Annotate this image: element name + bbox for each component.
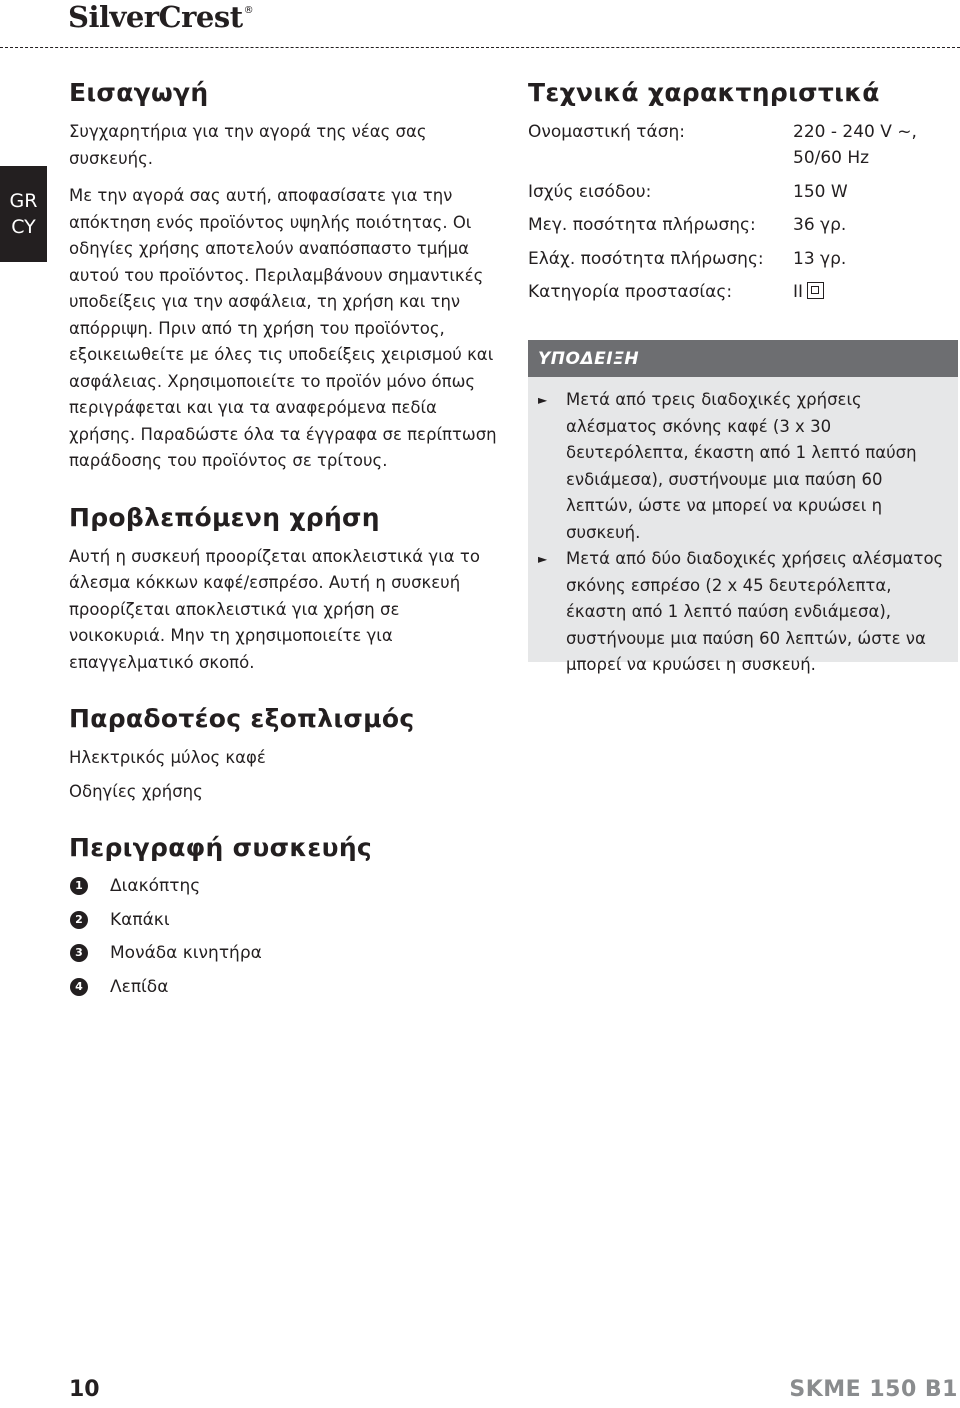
note-text: Μετά από τρεις διαδοχικές χρήσεις αλέσματος σκόνης καφέ (3 x 30 δευτερόλεπτα, έκαστη από 1 λεπτό παύση ενδιάμεσα), συστήνουμε μια παύση 60 λεπτών, ώστε να μπορεί να κρυώσει η συσκευή. [566,390,917,542]
spec-label: Ισχύς εισόδου: [528,181,652,202]
specs-table [528,119,958,313]
spec-row [528,179,958,213]
spec-value: 36 γρ. [793,215,847,235]
spec-value: 150 W [793,181,848,202]
spec-row [528,246,958,280]
language-tab [0,166,47,262]
part-label: Μονάδα κινητήρα [110,943,262,963]
spec-value-line-2: 50/60 Hz [793,148,870,168]
spec-value [793,119,958,179]
note-item [538,546,944,679]
intro-section [69,76,499,475]
intended-use-text: Αυτή η συσκευή προορίζεται αποκλειστικά για το άλεσμα κόκκων καφέ/εσπρέσο. Αυτή η συσκευή προορίζεται αποκλειστικά για χρήση σε νοικοκυριά. Μην τη χρησιμοποιείτε για επαγγελματικό σκοπό. [69,546,480,672]
part-number-badge: 4 [70,978,88,996]
part-label: Διακόπτης [110,876,201,896]
triangle-arrow-icon: ► [538,552,548,566]
package-contents-title: Παραδοτέος εξοπλισμός [69,704,415,733]
brand-name: SilverCrest [68,0,243,34]
note-item [538,387,944,546]
spec-value: 13 γρ. [793,248,847,269]
protection-class-value: II [793,282,804,302]
device-description-title: Περιγραφή συσκευής [69,833,373,862]
package-contents-section [69,702,499,805]
double-square-icon [807,282,824,299]
part-label: Λεπίδα [110,976,169,997]
intro-title: Εισαγωγή [69,78,209,107]
left-column [69,76,499,1025]
device-part-item [69,908,499,932]
brand-logo [68,0,253,34]
part-number-badge: 3 [70,944,88,962]
spec-row [528,119,958,179]
part-number-badge: 1 [70,877,88,895]
spec-row [528,212,958,246]
spec-value-line-1: 220 - 240 V ~, [793,122,917,142]
language-code-gr: GR [9,190,38,212]
device-parts-list [69,874,499,999]
package-item: Οδηγίες χρήσης [69,781,203,801]
spec-label: Μεγ. ποσότητα πλήρωσης: [528,215,756,235]
right-column [528,76,958,313]
spec-label: Κατηγορία προστασίας: [528,282,733,302]
specs-title: Τεχνικά χαρακτηριστικά [528,78,880,107]
model-number: SKME 150 B1 [789,1377,958,1402]
spec-label: Ελάχ. ποσότητα πλήρωσης: [528,248,764,269]
spec-value [793,279,958,313]
spec-row [528,279,958,313]
part-label: Καπάκι [110,909,170,930]
header-divider [0,47,960,48]
intro-paragraph-1: Συγχαρητήρια για την αγορά της νέας σας συσκευής. [69,122,427,168]
intro-paragraph-2: Με την αγορά σας αυτή, αποφασίσατε για την απόκτηση ενός προϊόντος υψηλής ποιότητας. Οι οδηγίες χρήσης αποτελούν αναπόσπαστο τμήμα αυτού του προϊόντος. Περιλαμβάνουν σημαντικές υποδείξεις για την ασφάλεια, τη χρήση και την απόρριψη. Πριν από τη χρήση του προϊόντος, εξοικειωθείτε με όλες τις υποδείξεις χειρισμού και ασφάλειας. Χρησιμοποιείτε το προϊόν μόνο όπως περιγράφεται και για τα αναφερόμενα πεδία χρήσης. Παραδώστε όλα τα έγγραφα σε περίπτωση παράδοσης του προϊόντος σε τρίτους. [69,186,497,470]
device-part-item [69,975,499,999]
device-part-item [69,941,499,965]
intended-use-title: Προβλεπόμενη χρήση [69,502,380,532]
triangle-arrow-icon: ► [538,393,548,407]
device-part-item [69,874,499,898]
package-item: Ηλεκτρικός μύλος καφέ [69,748,266,767]
note-list [528,377,958,679]
part-number-badge: 2 [70,911,88,929]
spec-label: Ονομαστική τάση: [528,122,685,142]
device-description-section [69,831,499,999]
language-code-cy: CY [11,216,36,238]
page-number: 10 [69,1377,100,1402]
note-text: Μετά από δύο διαδοχικές χρήσεις αλέσματος σκόνης εσπρέσο (2 x 45 δευτερόλεπτα, έκαστη από 1 λεπτό παύση ενδιάμεσα), συστήνουμε μια παύση 60 λεπτών, ώστε να μπορεί να κρυώσει η συσκευή. [566,549,944,674]
note-heading: ΥΠΟΔΕΙΞΗ [528,340,958,377]
note-box [528,340,958,674]
trademark-symbol: ® [243,5,254,16]
intended-use-section [69,501,499,677]
